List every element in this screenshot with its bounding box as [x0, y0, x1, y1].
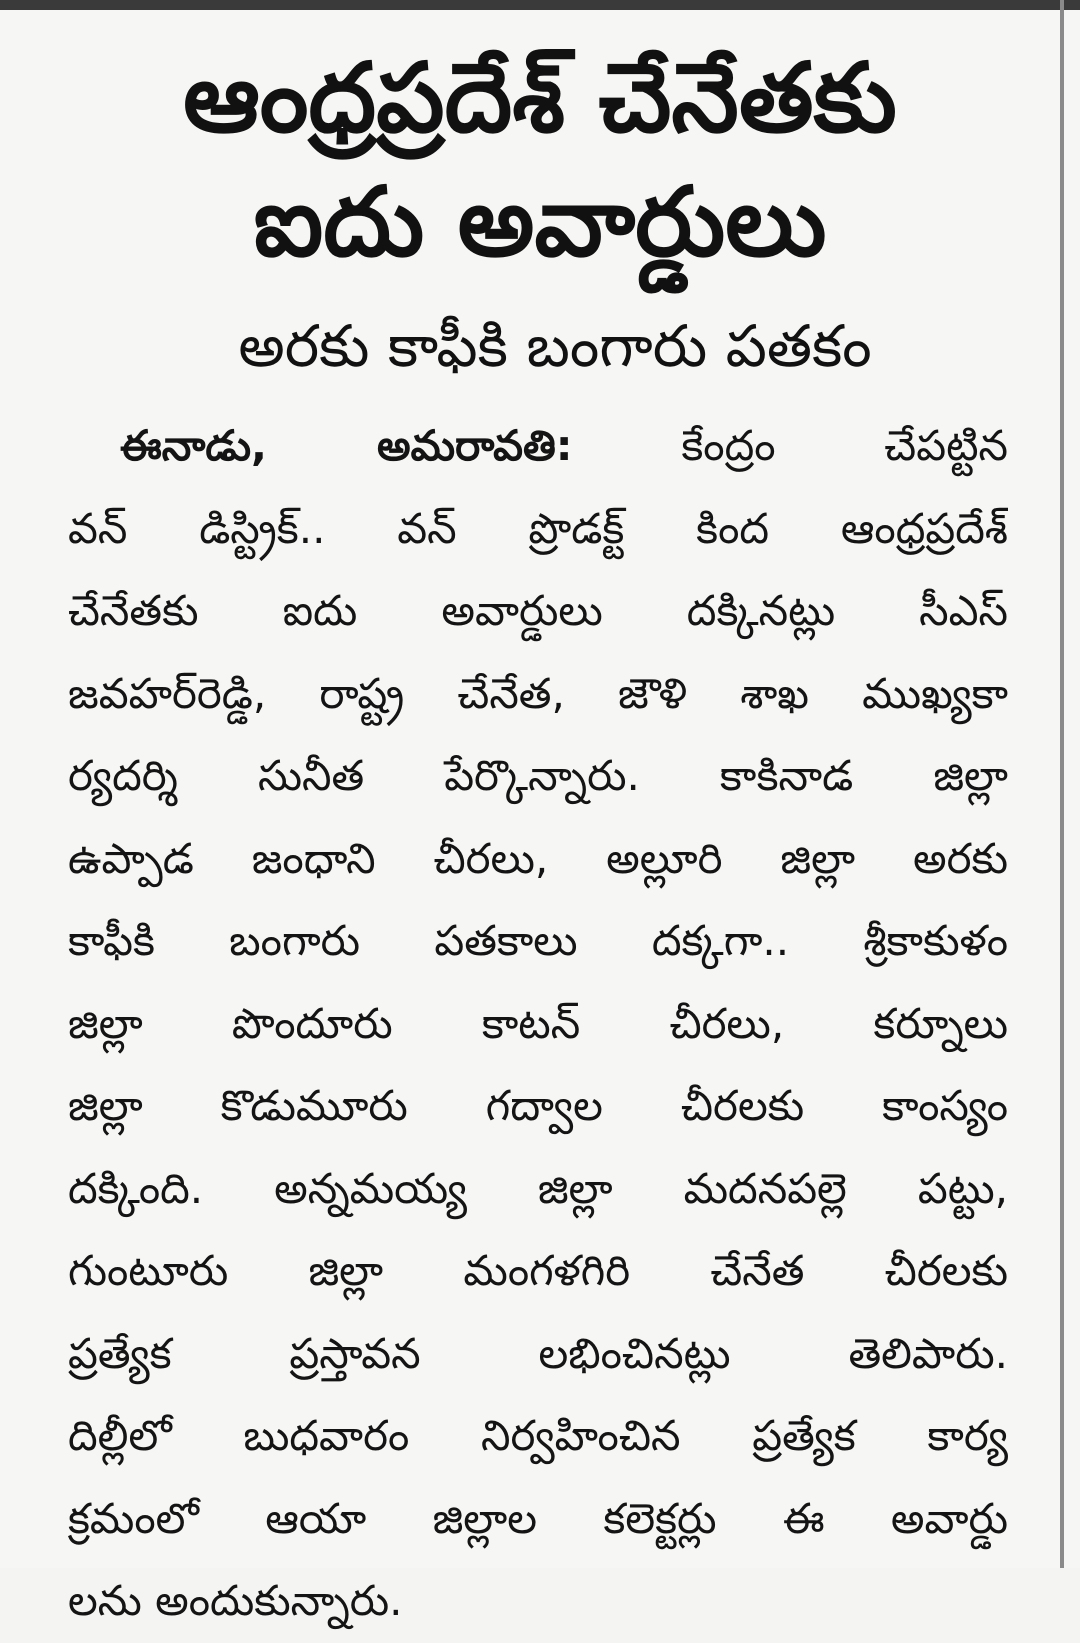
headline-line-1: ఆంధ్రప్రదేశ్ చేనేతకు: [183, 42, 897, 154]
body-line: [68, 405, 1008, 488]
body-line: వన్ డిస్ట్రిక్.. వన్ ప్రొడక్ట్ కింద ఆంధ్రప్రదేశ్: [68, 503, 1008, 553]
body-line: దిల్లీలో బుధవారం నిర్వహించిన ప్రత్యేక కార్య: [68, 1411, 1008, 1460]
body-line: క్రమంలో ఆయా జిల్లాల కలెక్టర్లు ఈ అవార్డు: [68, 1493, 1008, 1543]
body-line-text: కేంద్రం చేపట్టిన: [681, 421, 1008, 470]
body-line: గుంటూరు జిల్లా మంగళగిరి చేనేత చీరలకు: [68, 1246, 1008, 1295]
body-line: చేనేతకు ఐదు అవార్డులు దక్కినట్లు సీఎస్: [68, 586, 1008, 635]
body-line: ర్యదర్శి సునీత పేర్కొన్నారు. కాకినాడ జిల్లా: [68, 751, 1008, 800]
body-line: జిల్లా కొడుమూరు గద్వాల చీరలకు కాంస్యం: [68, 1081, 1008, 1130]
body-line: జవహర్‌రెడ్డి, రాష్ట్ర చేనేత, జౌళి శాఖ ముఖ్యకా: [68, 668, 1008, 718]
headline-line-2: ఐదు అవార్డులు: [253, 166, 827, 278]
body-line: జిల్లా పొందూరు కాటన్ చీరలు, కర్నూలు: [68, 998, 1008, 1048]
dateline: ఈనాడు, అమరావతి:: [120, 421, 573, 470]
body-line: దక్కింది. అన్నమయ్య జిల్లా మదనపల్లె పట్టు,: [68, 1163, 1008, 1213]
body-line: ఉప్పాడ జంధాని చీరలు, అల్లూరి జిల్లా అరకు: [68, 833, 1008, 883]
body-line: ప్రత్యేక ప్రస్తావన లభించినట్లు తెలిపారు.: [68, 1328, 1008, 1378]
column-divider-rule: [1060, 0, 1064, 1568]
body-line: కాఫీకి బంగారు పతకాలు దక్కగా.. శ్రీకాకుళం: [68, 916, 1008, 965]
article-body: [68, 405, 1008, 1643]
subheadline: అరకు కాఫీకి బంగారు పతకం: [238, 312, 872, 380]
body-line: లను అందుకున్నారు.: [68, 1576, 403, 1625]
